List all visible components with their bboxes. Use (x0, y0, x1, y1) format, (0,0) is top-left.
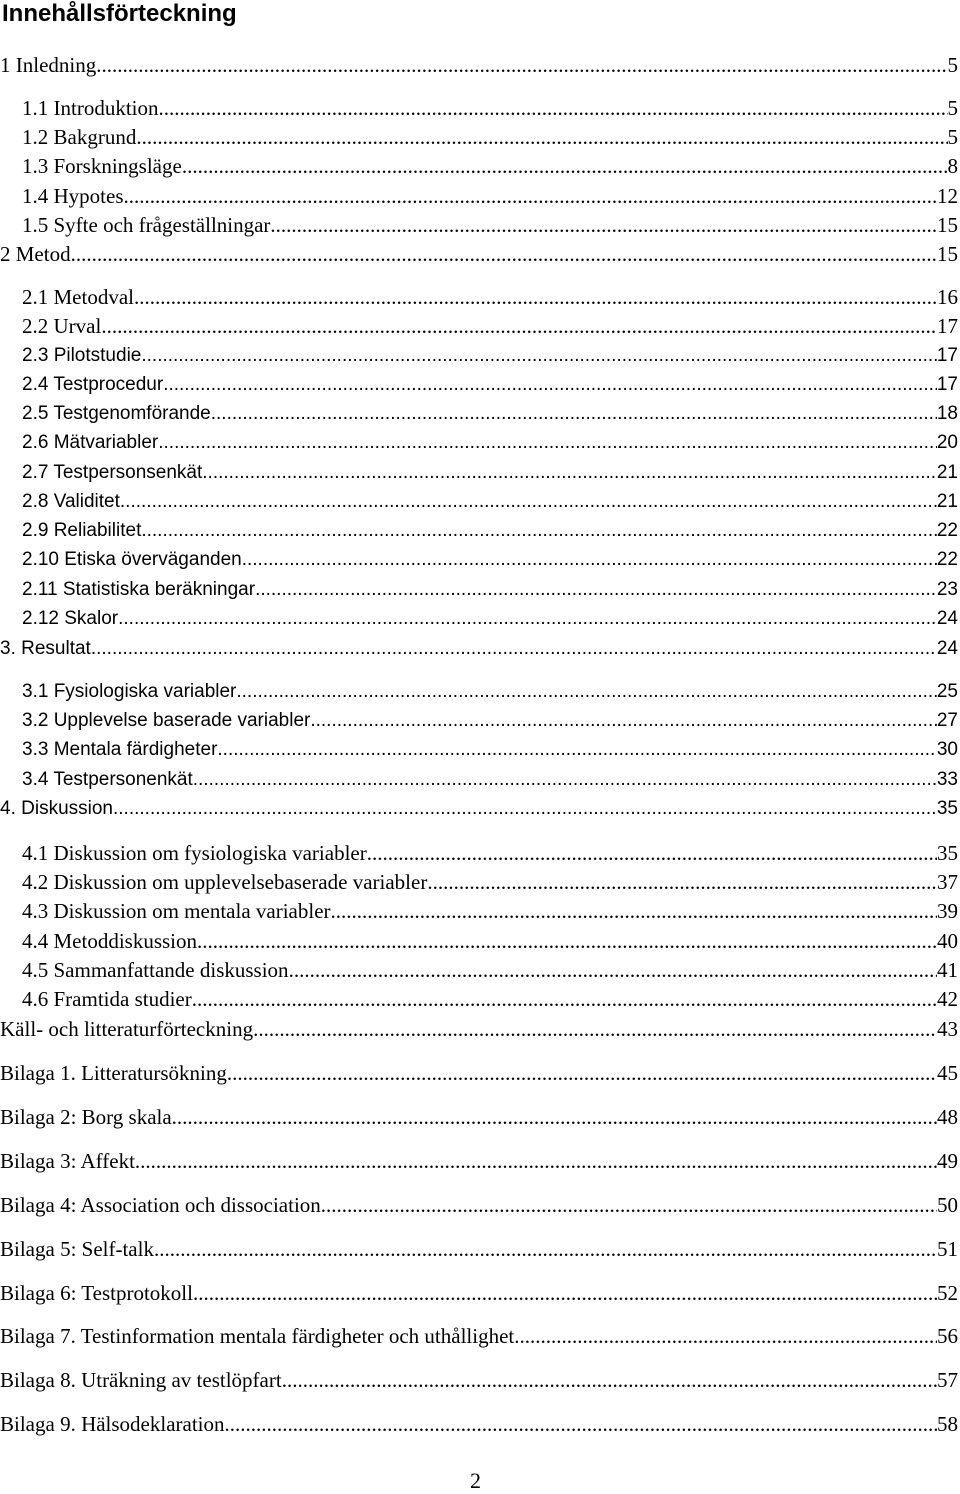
toc-entry-bilaga-7[interactable] (0, 1323, 958, 1349)
toc-dot-leader (321, 1192, 937, 1218)
toc-page-number: 24 (936, 608, 958, 629)
toc-entry-4-1[interactable] (22, 840, 958, 866)
toc-entry-label: 2.12 Skalor (22, 608, 119, 629)
toc-dot-leader (172, 1104, 937, 1130)
toc-dot-leader (236, 679, 936, 705)
toc-entry-label: 1.1 Introduktion (22, 96, 159, 120)
toc-entry-label: Käll- och litteraturförteckning (0, 1017, 254, 1041)
toc-entry-bilaga-3[interactable] (0, 1148, 958, 1174)
toc-entry-label: 4.6 Framtida studier (22, 987, 192, 1011)
toc-entry-1-5[interactable] (22, 212, 958, 238)
toc-page-number: 39 (937, 899, 958, 923)
toc-entry-2-8[interactable] (22, 489, 958, 515)
toc-dot-leader (135, 1148, 937, 1174)
toc-page-number: 37 (937, 870, 958, 894)
toc-page-number: 5 (947, 125, 958, 149)
toc-page-number: 21 (936, 491, 958, 512)
toc-entry-label: 2.7 Testpersonsenkät (22, 462, 203, 483)
toc-page-number: 57 (937, 1368, 958, 1392)
toc-entry-bilaga-4[interactable] (0, 1192, 958, 1218)
toc-entry-label: 2.9 Reliabilitet (22, 520, 142, 541)
toc-dot-leader (71, 241, 937, 267)
toc-entry-label: 2.4 Testprocedur (22, 374, 164, 395)
toc-entry-label: 2 Metod (0, 242, 71, 266)
toc-entry-label: 3.3 Mentala färdigheter (22, 739, 218, 760)
toc-page-number: 48 (937, 1105, 958, 1129)
toc-page-number: 25 (936, 681, 958, 702)
page-number: 2 (470, 1468, 481, 1493)
toc-entry-2-6[interactable] (22, 430, 958, 456)
toc-entry-3-4[interactable] (22, 767, 958, 793)
toc-dot-leader (202, 460, 937, 486)
toc-dot-leader (141, 343, 937, 369)
toc-entry-label: 2.8 Validitet (22, 491, 120, 512)
toc-entry-label: 2.10 Etiska överväganden (22, 549, 242, 570)
toc-entry-2-2[interactable] (22, 313, 958, 339)
toc-entry-label: 1.4 Hypotes (22, 184, 124, 208)
toc-entry-4-4[interactable] (22, 928, 958, 954)
toc-entry-label: 2.3 Pilotstudie (22, 345, 142, 366)
toc-dot-leader (159, 95, 948, 121)
toc-entry-1-1[interactable] (22, 95, 958, 121)
toc-page-number: 30 (936, 739, 958, 760)
toc-entry-label: 4.3 Diskussion om mentala variabler (22, 899, 331, 923)
toc-dot-leader (253, 1016, 937, 1042)
toc-entry-label: 1 Inledning (0, 53, 97, 77)
toc-dot-leader (193, 767, 937, 793)
toc-entry-label: 3.2 Upplevelse baserade variabler (22, 710, 311, 731)
toc-dot-leader (193, 1280, 937, 1306)
toc-dot-leader (154, 1236, 937, 1262)
toc-dot-leader (211, 401, 937, 427)
toc-entry-label: Bilaga 2: Borg skala (0, 1105, 172, 1129)
toc-entry-3-1[interactable] (22, 679, 958, 705)
toc-page-number: 12 (937, 184, 958, 208)
toc-entry-label: Bilaga 5: Self-talk (0, 1237, 154, 1261)
toc-entry-bilaga-9[interactable] (0, 1411, 958, 1437)
toc-page-number: 21 (936, 462, 958, 483)
toc-entry-2-7[interactable] (22, 460, 958, 486)
toc-entry-label: 1.3 Forskningsläge (22, 154, 182, 178)
toc-page-number: 5 (947, 96, 958, 120)
toc-page-number: 52 (937, 1281, 958, 1305)
toc-dot-leader (113, 796, 937, 822)
toc-dot-leader (91, 636, 937, 662)
toc-entry-label: 2.1 Metodval (22, 285, 134, 309)
toc-entry-2-5[interactable] (22, 401, 958, 427)
toc-dot-leader (96, 52, 947, 78)
toc-dot-leader (255, 577, 937, 603)
toc-entry-1-4[interactable] (22, 183, 958, 209)
toc-page-number: 5 (947, 53, 958, 77)
toc-page-number: 50 (937, 1193, 958, 1217)
toc-dot-leader (101, 313, 937, 339)
toc-page-number: 35 (936, 798, 958, 819)
toc-dot-leader (141, 518, 937, 544)
toc-entry-label: Bilaga 4: Association och dissociation (0, 1193, 321, 1217)
toc-dot-leader (427, 869, 937, 895)
toc-dot-leader (124, 183, 938, 209)
toc-page-number: 17 (936, 345, 958, 366)
toc-entry-label: Bilaga 8. Uträkning av testlöpfart (0, 1368, 282, 1392)
toc-page-number: 51 (937, 1237, 958, 1261)
toc-entry-1-3[interactable] (22, 153, 958, 179)
toc-entry-kallforteckning[interactable] (0, 1016, 958, 1042)
toc-page-number: 17 (937, 314, 958, 338)
toc-entry-bilaga-2[interactable] (0, 1104, 958, 1130)
toc-entry-label: Bilaga 6: Testprotokoll (0, 1281, 193, 1305)
toc-dot-leader (242, 547, 937, 573)
toc-dot-leader (158, 430, 937, 456)
toc-entry-label: 4.4 Metoddiskussion (22, 929, 198, 953)
toc-dot-leader (270, 212, 937, 238)
toc-entry-1-inledning[interactable] (0, 52, 958, 78)
toc-page-number: 27 (936, 710, 958, 731)
toc-dot-leader (227, 1060, 937, 1086)
toc-dot-leader (182, 153, 948, 179)
toc-entry-4-3[interactable] (22, 898, 958, 924)
toc-dot-leader (163, 372, 937, 398)
toc-entry-2-3[interactable] (22, 343, 958, 369)
toc-entry-2-12[interactable] (22, 606, 958, 632)
toc-entry-bilaga-6[interactable] (0, 1280, 958, 1306)
toc-page-number: 35 (937, 841, 958, 865)
toc-dot-leader (217, 737, 936, 763)
toc-entry-2-11[interactable] (22, 577, 958, 603)
toc-dot-leader (367, 840, 937, 866)
toc-dot-leader (197, 928, 937, 954)
toc-entry-label: 2.2 Urval (22, 314, 102, 338)
toc-entry-2-4[interactable] (22, 372, 958, 398)
toc-entry-3-3[interactable] (22, 737, 958, 763)
toc-page-number: 43 (937, 1017, 958, 1041)
toc-dot-leader (136, 124, 947, 150)
toc-entry-bilaga-1[interactable] (0, 1060, 958, 1086)
toc-entry-2-9[interactable] (22, 518, 958, 544)
toc-dot-leader (289, 957, 937, 983)
toc-entry-label: 4.5 Sammanfattande diskussion (22, 958, 289, 982)
toc-page-number: 23 (936, 579, 958, 600)
toc-page-number: 15 (937, 242, 958, 266)
toc-entry-3-2[interactable] (22, 708, 958, 734)
toc-dot-leader (134, 284, 937, 310)
toc-page-number: 56 (937, 1324, 958, 1348)
toc-page-number: 22 (936, 549, 958, 570)
toc-entry-label: 4.2 Diskussion om upplevelsebaserade variabler (22, 870, 428, 894)
toc-entry-4-5[interactable] (22, 957, 958, 983)
toc-page-number: 22 (936, 520, 958, 541)
toc-entry-label: Bilaga 3: Affekt (0, 1149, 135, 1173)
toc-page-number: 45 (937, 1061, 958, 1085)
toc-entry-bilaga-8[interactable] (0, 1367, 958, 1393)
toc-entry-label: Bilaga 1. Litteratursökning (0, 1061, 227, 1085)
toc-page-number: 8 (947, 154, 958, 178)
toc-page-number: 16 (937, 285, 958, 309)
toc-dot-leader (192, 986, 937, 1012)
toc-page-number: 33 (936, 769, 958, 790)
toc-entry-label: 2.5 Testgenomförande (22, 403, 211, 424)
toc-entry-bilaga-5[interactable] (0, 1236, 958, 1262)
toc-page-number: 40 (937, 929, 958, 953)
page-title: Innehållsförteckning (2, 0, 237, 27)
toc-page-number: 20 (936, 432, 958, 453)
toc-dot-leader (225, 1411, 937, 1437)
toc-entry-label: 1.2 Bakgrund (22, 125, 137, 149)
toc-entry-label: 2.11 Statistiska beräkningar (22, 579, 256, 600)
toc-entry-label: 4.1 Diskussion om fysiologiska variabler (22, 841, 367, 865)
toc-page-number: 42 (937, 987, 958, 1011)
toc-page-number: 41 (937, 958, 958, 982)
toc-entry-label: 3. Resultat (0, 638, 91, 659)
toc-dot-leader (310, 708, 937, 734)
toc-entry-label: Bilaga 9. Hälsodeklaration (0, 1412, 225, 1436)
toc-dot-leader (514, 1323, 937, 1349)
toc-dot-leader (282, 1367, 937, 1393)
toc-entry-label: 4. Diskussion (0, 798, 113, 819)
toc-page-number: 58 (937, 1412, 958, 1436)
toc-entry-4-6[interactable] (22, 986, 958, 1012)
toc-entry-label: 3.1 Fysiologiska variabler (22, 681, 237, 702)
toc-entry-2-1[interactable] (22, 284, 958, 310)
toc-dot-leader (331, 898, 937, 924)
toc-entry-label: 3.4 Testpersonenkät (22, 769, 193, 790)
toc-entry-label: 2.6 Mätvariabler (22, 432, 159, 453)
toc-page-number: 17 (936, 374, 958, 395)
toc-dot-leader (118, 606, 937, 632)
toc-entry-2-metod[interactable] (0, 241, 958, 267)
toc-page-number: 15 (937, 213, 958, 237)
toc-entry-label: 1.5 Syfte och frågeställningar (22, 213, 271, 237)
toc-entry-label: Bilaga 7. Testinformation mentala färdigheter och uthållighet (0, 1324, 515, 1348)
toc-entry-1-2[interactable] (22, 124, 958, 150)
toc-page-number: 49 (937, 1149, 958, 1173)
toc-entry-2-10[interactable] (22, 547, 958, 573)
toc-page-number: 18 (936, 403, 958, 424)
toc-dot-leader (120, 489, 937, 515)
toc-entry-4-diskussion[interactable] (0, 796, 958, 822)
toc-entry-3-resultat[interactable] (0, 636, 958, 662)
toc-page-number: 24 (936, 638, 958, 659)
toc-entry-4-2[interactable] (22, 869, 958, 895)
